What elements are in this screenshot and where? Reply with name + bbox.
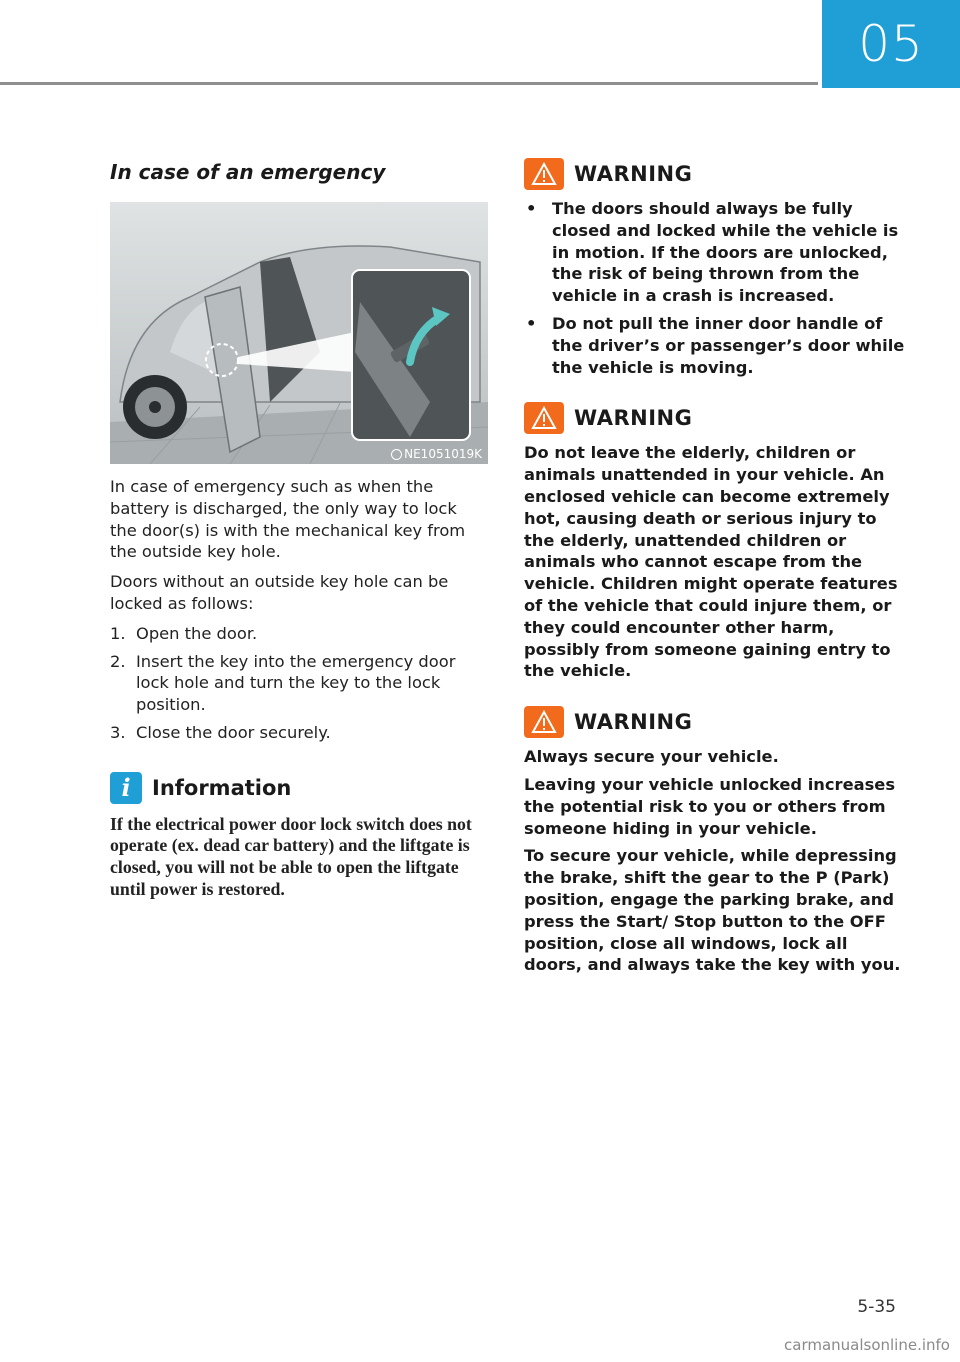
page-number: 5-35 [857, 1297, 896, 1317]
warning-text [524, 198, 906, 378]
right-column [524, 158, 906, 1000]
warning-title: WARNING [574, 710, 693, 735]
information-icon: i [110, 772, 142, 804]
step-item: 1. Open the door. [110, 623, 258, 643]
bullet-item: • Do not pull the inner door handle of the driver’s or passenger’s door while the vehicle is moving. [526, 313, 905, 377]
warning-title: WARNING [574, 406, 693, 431]
section-title: In case of an emergency [110, 160, 386, 184]
paragraph: In case of emergency such as when the battery is discharged, the only way to lock the door(s) is with the mechanical key from the outside key hole. [110, 477, 466, 562]
warning-text: Do not leave the elderly, children or animals unattended in your vehicle. An enclosed vehicle can become extremely hot, causing death or serious injury to the elderly, unattended children or animals who cannot escape from the vehicle. Children might operate features of the vehicle that could injure them, or they could encounter other harm, possibly from someone gaining entry to the vehicle. [524, 443, 898, 681]
warning-text: Always secure your vehicle. Leaving your vehicle unlocked increases the potential risk to you or others from someone hiding in your vehicle. To secure your vehicle, while depressing the brake, shift the gear to the P (Park) position, engage the parking brake, and press the Start/ Stop button to the OFF position, close all windows, lock all doors, and always take the key with you. [524, 747, 901, 975]
warning-header [524, 158, 906, 190]
emergency-lock-figure [110, 202, 488, 464]
warning-bullets [524, 198, 906, 378]
warning-triangle-icon [524, 402, 564, 434]
information-header [110, 772, 488, 804]
warning-block-3 [524, 706, 906, 976]
warning-header [524, 402, 906, 434]
information-title: Information [152, 775, 292, 800]
paragraph: Doors without an outside key hole can be locked as follows: [110, 572, 449, 613]
information-text: If the electrical power door lock switch does not operate (ex. dead car battery) and the liftgate is closed, you will not be able to open the liftgate until power is restored. [110, 813, 472, 899]
header-rule [0, 82, 818, 85]
watermark: carmanualsonline.info [784, 1336, 950, 1354]
step-item: 2. Insert the key into the emergency door lock hole and turn the key to the lock position. [110, 651, 456, 715]
left-column [110, 160, 488, 900]
instructions [110, 476, 488, 744]
warning-title: WARNING [574, 162, 693, 186]
warning-triangle-icon [524, 706, 564, 738]
warning-triangle-icon [524, 158, 564, 190]
figure-code: NE1051019K [391, 447, 482, 461]
car-door-illustration [110, 202, 488, 464]
step-item: 3. Close the door securely. [110, 722, 331, 742]
warning-header [524, 706, 906, 738]
warning-block-1 [524, 158, 906, 378]
figure-code-circle-icon [391, 449, 402, 460]
bullet-item: • The doors should always be fully closed and locked while the vehicle is in motion. If the doors are unlocked, the risk of being thrown from the vehicle in a crash is increased. [526, 199, 899, 306]
steps-list [110, 623, 488, 744]
warning-block-2 [524, 402, 906, 682]
chapter-tab: 05 [822, 0, 960, 88]
